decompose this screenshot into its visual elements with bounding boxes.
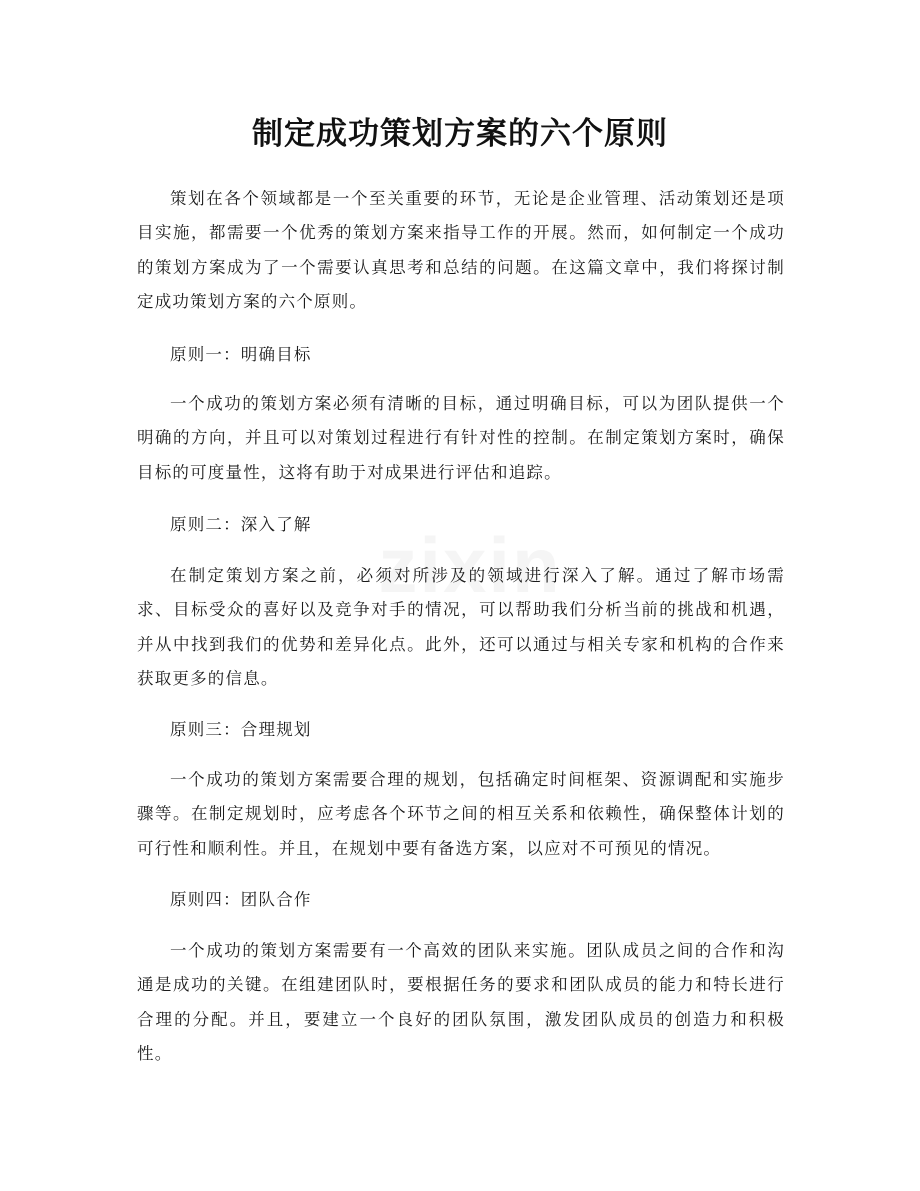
- section-heading-4: 原则四：团队合作: [170, 890, 312, 909]
- section-heading-1: 原则一：明确目标: [170, 345, 312, 364]
- intro-paragraph: 策划在各个领域都是一个至关重要的环节，无论是企业管理、活动策划还是项目实施，都需要一个优秀的策划方案来指导工作的开展。然而，如何制定一个成功的策划方案成为了一个需要认真思考和总结的问题。在这篇文章中，我们将探讨制定成功策划方案的六个原则。: [137, 189, 785, 311]
- section-body-3: 一个成功的策划方案需要合理的规划，包括确定时间框架、资源调配和实施步骤等。在制定规划时，应考虑各个环节之间的相互关系和依赖性，确保整体计划的可行性和顺利性。并且，在规划中要有备选方案，以应对不可预见的情况。: [137, 770, 785, 858]
- watermark: zixin: [378, 521, 562, 609]
- document-title: 制定成功策划方案的六个原则: [252, 116, 668, 152]
- section-body-2: 在制定策划方案之前，必须对所涉及的领域进行深入了解。通过了解市场需求、目标受众的喜好以及竞争对手的情况，可以帮助我们分析当前的挑战和机遇，并从中找到我们的优势和差异化点。此外，还可以通过与相关专家和机构的合作来获取更多的信息。: [137, 566, 785, 688]
- section-body-1: 一个成功的策划方案必须有清晰的目标，通过明确目标，可以为团队提供一个明确的方向，并且可以对策划过程进行有针对性的控制。在制定策划方案时，确保目标的可度量性，这将有助于对成果进行评估和追踪。: [137, 394, 785, 482]
- section-heading-3: 原则三：合理规划: [170, 720, 312, 739]
- section-body-4: 一个成功的策划方案需要有一个高效的团队来实施。团队成员之间的合作和沟通是成功的关键。在组建团队时，要根据任务的要求和团队成员的能力和特长进行合理的分配。并且，要建立一个良好的团队氛围，激发团队成员的创造力和积极性。: [137, 941, 785, 1063]
- section-heading-2: 原则二：深入了解: [170, 515, 312, 534]
